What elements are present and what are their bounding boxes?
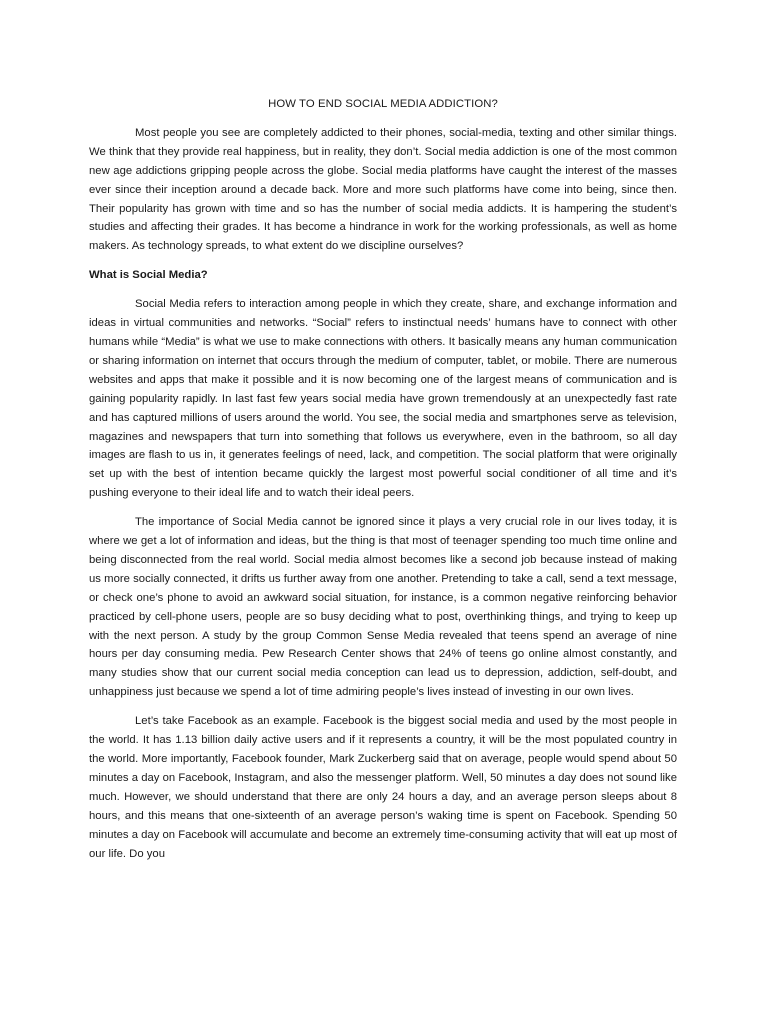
paragraph-social-media-definition: Social Media refers to interaction among people in which they create, share, and exchange information and ideas in virtual communities and networks. “Social” refers to instinctual needs’ humans have to connect with other humans while “Media” is what we use to make connections with others. It basically means any human communication or sharing information on internet that occurs through the medium of computer, tablet, or mobile. There are numerous websites and apps that make it possible and it is now becoming one of the largest means of communication and is gaining popularity rapidly. In last fast few years social media have grown tremendously at an unexpectedly fast rate and has captured millions of users around the world. You see, the social media and smartphones serve as television, magazines and newspapers that turn into something that follows us everywhere, even in the bathroom, so all day images are flash to us in, it generates feelings of need, lack, and competition. The social platform that were originally set up with the best of intention became quickly the largest most powerful social conditioner of all time and it’s pushing everyone to their ideal life and to watch their ideal peers. [89, 298, 677, 500]
paragraph-facebook-example: Let’s take Facebook as an example. Facebook is the biggest social media and used by the most people in the world. It has 1.13 billion daily active users and if it represents a country, it will be the most populated country in the world. More importantly, Facebook founder, Mark Zuckerberg said that on average, people would spend about 50 minutes a day on Facebook, Instagram, and also the messenger platform. Well, 50 minutes a day does not sound like much. However, we should understand that there are only 24 hours a day, and an average person sleeps about 8 hours, and this means that one-sixteenth of an average person’s waking time is spent on Facebook. Spending 50 minutes a day on Facebook will accumulate and become an extremely time-consuming activity that will eat up most of our life. Do you [89, 715, 677, 860]
document-title: HOW TO END SOCIAL MEDIA ADDICTION? [268, 98, 498, 110]
document-body [89, 95, 677, 873]
section-heading: What is Social Media? [89, 269, 208, 282]
paragraph-importance: The importance of Social Media cannot be ignored since it plays a very crucial role in our lives today, it is where we get a lot of information and ideas, but the thing is that most of teenager spending too much time online and being disconnected from the real world. Social media almost becomes like a second job because instead of making us more socially connected, it drifts us further away from one another. Pretending to take a call, send a text message, or check one’s phone to avoid an awkward social situation, for instance, is a common negative reinforcing behavior practiced by cell-phone users, people are so busy deciding what to post, overthinking things, and trying to keep up with the next person. A study by the group Common Sense Media revealed that teens spend an average of nine hours per day consuming media. Pew Research Center shows that 24% of teens go online almost constantly, and many studies show that our current social media conception can lead us to depression, addiction, self-doubt, and unhappiness just because we spend a lot of time admiring people’s lives instead of investing in our own lives. [89, 516, 677, 699]
intro-paragraph: Most people you see are completely addicted to their phones, social-media, texting and other similar things. We think that they provide real happiness, but in reality, they don’t. Social media addiction is one of the most common new age addictions gripping people across the globe. Social media platforms have caught the interest of the masses ever since their inception around a decade back. More and more such platforms have come into being, since then. Their popularity has grown with time and so has the number of social media addicts. It is hampering the student’s studies and affecting their grades. It has become a hindrance in work for the working professionals, as well as home makers. As technology spreads, to what extent do we discipline ourselves? [89, 126, 677, 253]
